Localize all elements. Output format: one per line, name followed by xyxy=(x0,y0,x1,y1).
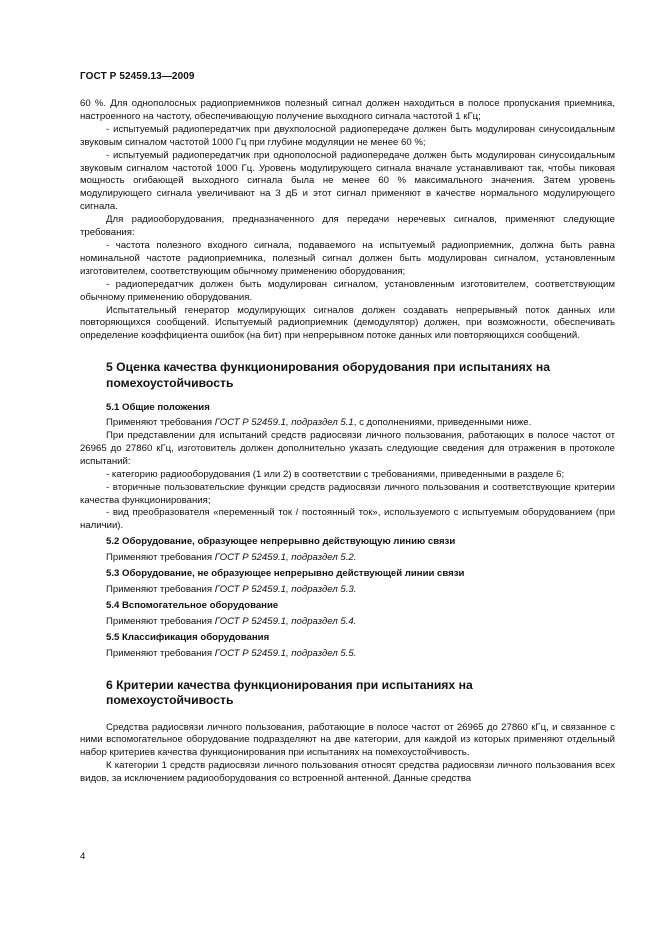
subsection-heading-5-4: 5.4 Вспомогательное оборудование xyxy=(106,599,279,611)
list-item: - вид преобразователя «переменный ток / постоянный ток», используемого с испытуемым оборудованием (при наличии). xyxy=(80,507,615,532)
paragraph: Применяют требования ГОСТ Р 52459.1, подраздел 5.4. xyxy=(106,615,357,627)
subsection-heading-5-5: 5.5 Классификация оборудования xyxy=(106,631,270,643)
paragraph: Применяют требования ГОСТ Р 52459.1, подраздел 5.1, с дополнениями, приведенными ниже. xyxy=(106,417,532,429)
list-item: - испытуемый радиопередатчик при двухполосной радиопередаче должен быть модулирован синусоидальным звуковым сигналом частотой 1000 Гц при глубине модуляции не менее 60 %; xyxy=(80,123,615,148)
paragraph: 60 %. Для однополосных радиоприемников полезный сигнал должен находиться в полосе пропускания приемника, настроенного на частоту, обеспечивающую получение выходного сигнала частотой 1 кГц; xyxy=(80,98,615,122)
paragraph: К категории 1 средств радиосвязи личного пользования относят средства радиосвязи личного пользования всех видов, за исключением радиооборудования со встроенной антенной. Данные средства xyxy=(80,760,615,785)
reference: ГОСТ Р 52459.1, подраздел 5.1 xyxy=(214,417,354,429)
paragraph: При представлении для испытаний средств радиосвязи личного пользования, работающих в полосе частот от 26965 до 27860 кГц, изготовитель должен дополнительно указать следующие сведения для отражения в протоколе испытаний: xyxy=(80,430,615,467)
reference: ГОСТ Р 52459.1, подраздел 5.2. xyxy=(214,552,357,564)
paragraph: Средства радиосвязи личного пользования, работающие в полосе частот от 26965 до 27860 кГц, и связанное с ними вспомогательное оборудование подразделяют на две категории, для каждой из которых применяют отдельный набор критериев качества функционирования при испытаниях на помехоустойчивость. xyxy=(80,721,615,759)
reference: ГОСТ Р 52459.1, подраздел 5.5. xyxy=(214,647,357,659)
paragraph: Для радиооборудования, предназначенного для передачи неречевых сигналов, применяют следующие требования: xyxy=(80,214,615,239)
reference: ГОСТ Р 52459.1, подраздел 5.3. xyxy=(214,584,357,595)
section-heading-5: 5 Оценка качества функционирования оборудования при испытаниях на помехоустойчивость xyxy=(106,360,550,390)
section-heading-6: 6 Критерии качества функционирования при испытаниях на помехоустойчивость xyxy=(106,677,473,708)
list-item: - категорию радиооборудования (1 или 2) в соответствии с требованиями, приведенными в разделе 6; xyxy=(106,468,565,480)
list-item: - вторичные пользовательские функции средств радиосвязи личного пользования и соответствующие критерии качества функционирования; xyxy=(80,481,615,506)
subsection-heading-5-2: 5.2 Оборудование, образующее непрерывно действующую линию связи xyxy=(106,536,456,548)
paragraph: Применяют требования ГОСТ Р 52459.1, подраздел 5.5. xyxy=(106,647,357,659)
reference: ГОСТ Р 52459.1, подраздел 5.4. xyxy=(214,615,357,627)
paragraph: Применяют требования ГОСТ Р 52459.1, подраздел 5.3. xyxy=(106,584,357,595)
list-item: - частота полезного входного сигнала, подаваемого на испытуемый радиоприемник, должна быть равна номинальной частоте радиоприемника, полезный сигнал должен быть модулирован сигналом, установленным изготовителем, соответствующим обычному применению оборудования; xyxy=(80,239,615,277)
subsection-heading-5-3: 5.3 Оборудование, не образующее непрерывно действующей линии связи xyxy=(106,568,465,580)
list-item: - испытуемый радиопередатчик при однополосной радиопередаче должен быть модулирован синусоидальным звуковым сигналом частотой 1000 Гц. Уровень модулирующего сигнала вначале устанавливают так, чтобы пиковая мощность огибающей выходного сигнала была не менее 60 % максимального значения. Затем уровень модулирующего сигнала увеличивают на 3 дБ и этот сигнал применяют в качестве нормального модулирующего сигнала. xyxy=(80,149,615,213)
document-body xyxy=(80,98,615,786)
page-number: 4 xyxy=(80,851,86,862)
paragraph: Испытательный генератор модулирующих сигналов должен создавать непрерывный поток данных или повторяющихся сообщений. Испытуемый радиоприемник (демодулятор) должен, при возможности, обеспечивать определение коэффициента ошибок (на бит) при непрерывном потоке данных или повторяющихся сообщений. xyxy=(80,304,615,342)
subsection-heading-5-1: 5.1 Общие положения xyxy=(106,402,210,414)
document-header: ГОСТ Р 52459.13—2009 xyxy=(80,71,195,82)
paragraph: Применяют требования ГОСТ Р 52459.1, подраздел 5.2. xyxy=(106,552,357,564)
list-item: - радиопередатчик должен быть модулирован сигналом, установленным изготовителем, соответствующим обычному применению оборудования. xyxy=(80,278,615,303)
